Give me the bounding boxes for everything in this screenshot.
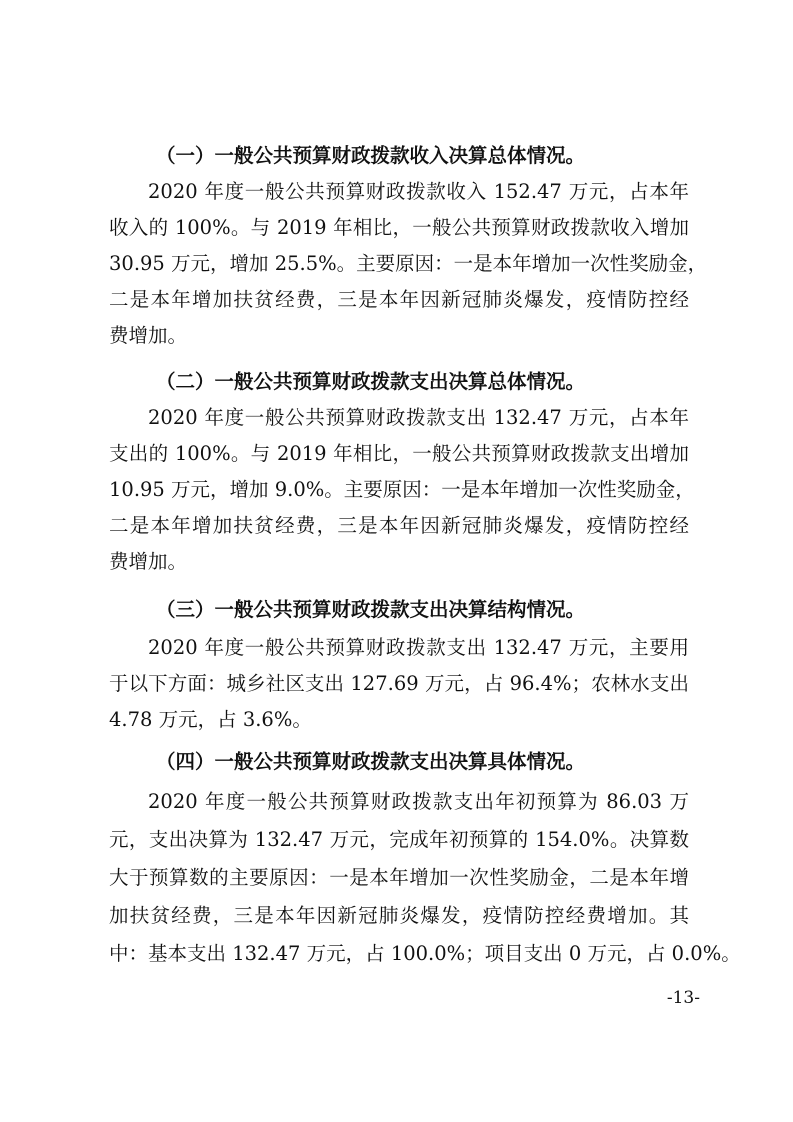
paragraph-line: 大于预算数的主要原因：一是本年增加一次性奖励金，二是本年增 [109, 866, 689, 889]
paragraph-line: 二是本年增加扶贫经费，三是本年因新冠肺炎爆发，疫情防控经 [109, 288, 689, 311]
paragraph-line: 费增加。 [109, 550, 188, 573]
section-heading: （一）一般公共预算财政拨款收入决算总体情况。 [156, 144, 586, 167]
paragraph-line: 费增加。 [109, 324, 188, 347]
page-number: -13- [666, 988, 700, 1008]
paragraph-line: 元，支出决算为 132.47 万元，完成年初预算的 154.0%。决算数 [109, 828, 689, 851]
paragraph-line: 于以下方面：城乡社区支出 127.69 万元，占 96.4%；农林水支出 [109, 672, 689, 695]
section-heading: （四）一般公共预算财政拨款支出决算具体情况。 [156, 750, 586, 773]
paragraph-line: 2020 年度一般公共预算财政拨款收入 152.47 万元，占本年 [148, 180, 689, 203]
paragraph-line: 30.95 万元，增加 25.5%。主要原因：一是本年增加一次性奖励金， [109, 252, 708, 275]
paragraph-line: 支出的 100%。与 2019 年相比，一般公共预算财政拨款支出增加 [109, 442, 689, 465]
paragraph-line: 中：基本支出 132.47 万元，占 100.0%；项目支出 0 万元，占 0.0%。 [109, 942, 741, 965]
paragraph-line: 10.95 万元，增加 9.0%。主要原因：一是本年增加一次性奖励金， [109, 478, 695, 501]
section-heading: （三）一般公共预算财政拨款支出决算结构情况。 [156, 598, 586, 621]
section-heading: （二）一般公共预算财政拨款支出决算总体情况。 [156, 370, 586, 393]
paragraph-line: 2020 年度一般公共预算财政拨款支出年初预算为 86.03 万 [148, 790, 689, 813]
paragraph-line: 二是本年增加扶贫经费，三是本年因新冠肺炎爆发，疫情防控经 [109, 514, 689, 537]
paragraph-line: 2020 年度一般公共预算财政拨款支出 132.47 万元，主要用 [148, 636, 689, 659]
paragraph-line: 2020 年度一般公共预算财政拨款支出 132.47 万元，占本年 [148, 406, 689, 429]
paragraph-line: 加扶贫经费，三是本年因新冠肺炎爆发，疫情防控经费增加。其 [109, 904, 689, 927]
paragraph-line: 收入的 100%。与 2019 年相比，一般公共预算财政拨款收入增加 [109, 216, 689, 239]
paragraph-line: 4.78 万元，占 3.6%。 [109, 708, 312, 731]
